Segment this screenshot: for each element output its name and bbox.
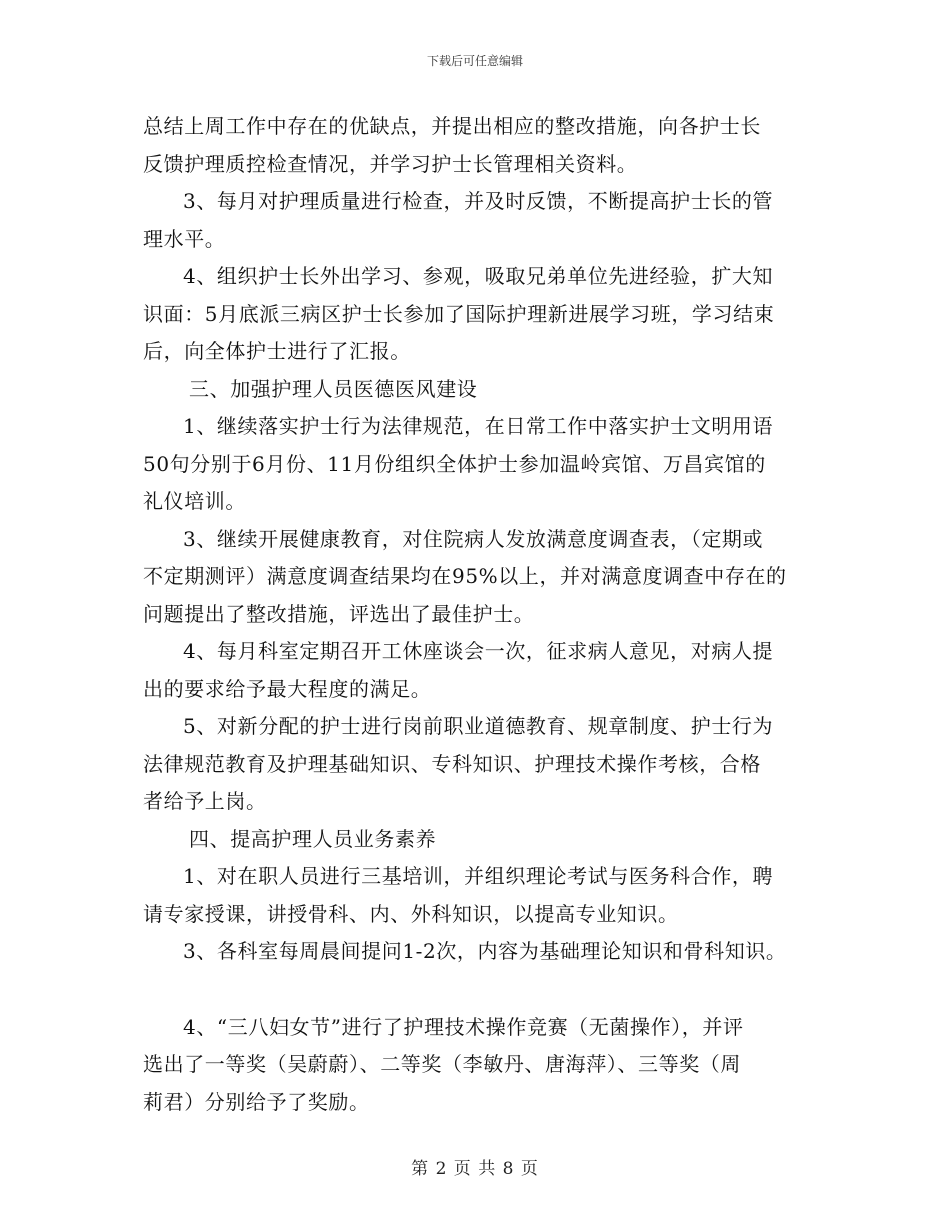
paragraph-line: 3、继续开展健康教育，对住院病人发放满意度调查表，（定期或 [183,526,764,551]
document-body [143,108,823,1121]
paragraph-line: 4、组织护士长外出学习、参观，吸取兄弟单位先进经验，扩大知 [183,264,774,288]
paragraph-line: 3、各科室每周晨间提问1-2次，内容为基础理论知识和骨科知识。 [183,939,787,963]
page-number: 第 2 页 共 8 页 [411,1159,539,1179]
paragraph-line: 反馈护理质控检查情况，并学习护士长管理相关资料。 [143,151,638,176]
paragraph-line: 出的要求给予最大程度的满足。 [143,676,432,701]
paragraph-line: 法律规范教育及护理基础知识、专科知识、护理技术操作考核，合格 [143,751,761,776]
paragraph-line: 5、对新分配的护士进行岗前职业道德教育、规章制度、护士行为 [183,714,774,738]
paragraph-line: 请专家授课，讲授骨科、内、外科知识，以提高专业知识。 [143,901,679,926]
paragraph-line: 50句分别于6月份、11月份组织全体护士参加温岭宾馆、万昌宾馆的 [143,451,766,476]
paragraph-line: 1、对在职人员进行三基培训，并组织理论考试与医务科合作，聘 [183,864,774,888]
paragraph-line: 选出了一等奖（吴蔚蔚）、二等奖（李敏丹、唐海萍）、三等奖（周 [143,1052,741,1076]
section-heading: 三、加强护理人员医德医风建设 [189,376,478,401]
paragraph-line: 总结上周工作中存在的优缺点，并提出相应的整改措施，向各护士长 [143,114,761,138]
paragraph-line: 莉君）分别给予了奖励。 [143,1089,370,1114]
paragraph-line: 3、每月对护理质量进行检查，并及时反馈，不断提高护士长的管 [183,189,774,213]
paragraph-line: 者给予上岗。 [143,789,267,813]
paragraph-line: 识面：5月底派三病区护士长参加了国际护理新进展学习班，学习结束 [143,301,775,326]
page-header: 下载后可任意编辑 [426,54,523,68]
paragraph-line: 礼仪培训。 [143,489,246,513]
section-heading: 四、提高护理人员业务素养 [189,826,437,851]
paragraph-line: 后，向全体护士进行了汇报。 [143,339,411,363]
paragraph-line: 不定期测评）满意度调查结果均在95%以上，并对满意度调查中存在的 [143,564,787,588]
paragraph-line: 理水平。 [143,226,226,251]
paragraph-line: 4、每月科室定期召开工休座谈会一次，征求病人意见，对病人提 [183,639,774,663]
paragraph-line: 4、“三八妇女节”进行了护理技术操作竞赛（无菌操作），并评 [183,1014,744,1039]
paragraph-line: 问题提出了整改措施，评选出了最佳护士。 [143,601,535,626]
paragraph-line: 1、继续落实护士行为法律规范，在日常工作中落实护士文明用语 [183,414,774,438]
